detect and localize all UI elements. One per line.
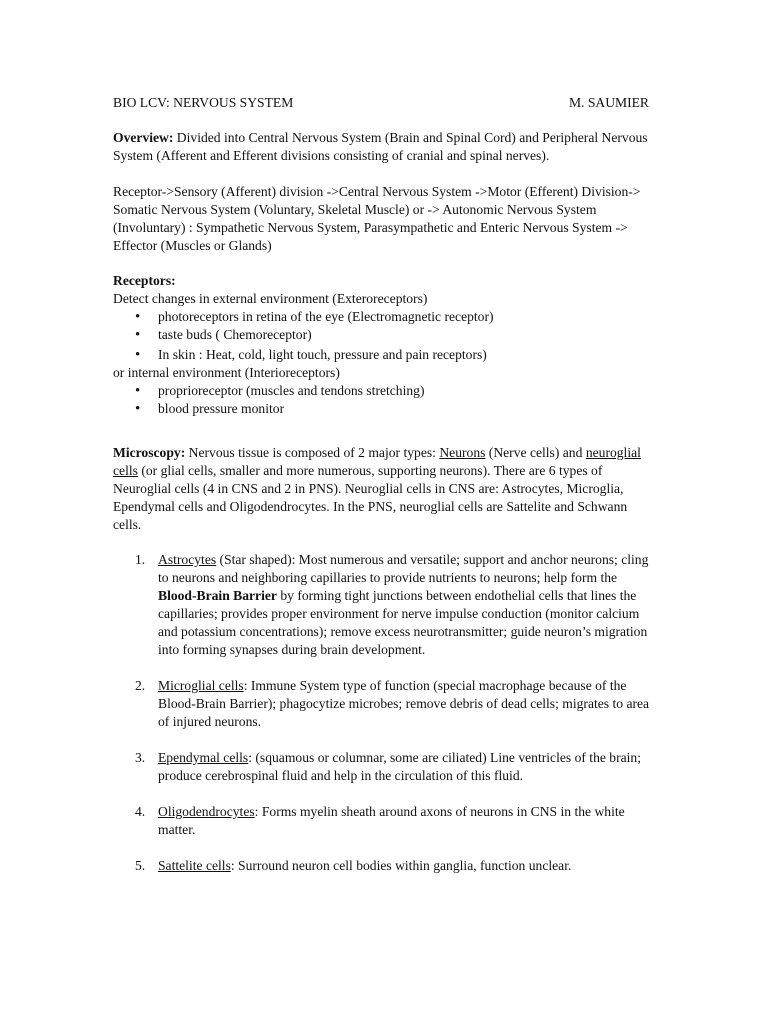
list-item (113, 677, 658, 731)
list-item (113, 803, 658, 839)
cell-name: Microglial cells (158, 678, 244, 693)
cell-type-list (113, 551, 658, 893)
item-number: 2. (135, 678, 146, 693)
pathway-paragraph: Receptor->Sensory (Afferent) division ->Central Nervous System ->Motor (Efferent) Division-> Somatic Nervous System (Voluntary, Skeletal Muscle) or -> Autonomic Nervous System (Involuntary) : Sympathetic Nervous System, Parasympathetic and Enteric Nervous System -> Effector (Muscles or Glands) (113, 184, 641, 253)
item-number: 5. (135, 858, 146, 873)
overview-paragraph (113, 129, 658, 165)
cell-name: Oligodendrocytes (158, 804, 255, 819)
receptors-heading: Receptors: (113, 273, 176, 288)
overview-label: Overview: (113, 130, 174, 145)
receptors-section (113, 272, 658, 418)
microscopy-text: (or glial cells, smaller and more numerous, supporting neurons). There are 6 types of Neuroglial cells (4 in CNS and 2 in PNS). Neuroglial cells in CNS are: Astrocytes, Microglia, Ependymal cells and Oligodendrocytes. In the PNS, neuroglial cells are Sattelite and Schwann cells. (113, 463, 628, 532)
neurons-term: Neurons (439, 445, 486, 460)
list-item: • In skin : Heat, cold, light touch, pressure and pain receptors) (113, 346, 658, 364)
external-intro: Detect changes in external environment (Exteroreceptors) (113, 291, 428, 306)
microscopy-text: (Nerve cells) and (485, 445, 586, 460)
internal-receptor-list (113, 382, 658, 418)
course-title: BIO LCV: NERVOUS SYSTEM (113, 95, 294, 110)
microscopy-text: Nervous tissue is composed of 2 major types: (188, 445, 440, 460)
microscopy-paragraph (113, 444, 658, 534)
list-item (113, 551, 658, 659)
author-name: M. SAUMIER (568, 95, 649, 110)
cell-description: : Surround neuron cell bodies within ganglia, function unclear. (230, 858, 572, 873)
overview-text: Divided into Central Nervous System (Brain and Spinal Cord) and Peripheral Nervous System (Afferent and Efferent divisions consisting of cranial and spinal nerves). (113, 130, 648, 163)
item-number: 3. (135, 750, 146, 765)
page-header (113, 94, 649, 112)
blood-brain-barrier-term: Blood-Brain Barrier (158, 588, 277, 603)
list-item: • proprioreceptor (muscles and tendons stretching) (113, 382, 658, 400)
neuroglial-term: neuroglial cells (113, 445, 641, 478)
list-item (113, 749, 658, 785)
list-item (113, 857, 658, 875)
cell-description: : (squamous or columnar, some are ciliated) Line ventricles of the brain; produce cerebrospinal fluid and help in the circulation of this fluid. (158, 750, 642, 783)
cell-description: (Star shaped): Most numerous and versatile; support and anchor neurons; cling to neurons and neighboring capillaries to provide nutrients to neurons; help form the (158, 552, 649, 585)
item-number: 1. (135, 552, 146, 567)
list-item: • photoreceptors in retina of the eye (Electromagnetic receptor) (113, 308, 658, 326)
internal-intro: or internal environment (Interioreceptors) (113, 365, 340, 380)
cell-description: : Immune System type of function (special macrophage because of the Blood-Brain Barrier); phagocytize microbes; remove debris of dead cells; migrates to area of injured neurons. (158, 678, 650, 729)
cell-description: by forming tight junctions between endothelial cells that lines the capillaries; provides proper environment for nerve impulse conduction (monitor calcium and potassium concentrations); remove excess neurotransmitter; guide neuron’s migration into forming synapses during brain development. (158, 588, 648, 657)
external-receptor-list (113, 308, 658, 364)
microscopy-label: Microscopy: (113, 445, 186, 460)
cell-name: Ependymal cells (158, 750, 249, 765)
list-item: • taste buds ( Chemoreceptor) (113, 326, 658, 344)
cell-description: : Forms myelin sheath around axons of neurons in CNS in the white matter. (158, 804, 625, 837)
item-number: 4. (135, 804, 146, 819)
cell-name: Sattelite cells (158, 858, 231, 873)
list-item: • blood pressure monitor (113, 400, 658, 418)
cell-name: Astrocytes (158, 552, 217, 567)
